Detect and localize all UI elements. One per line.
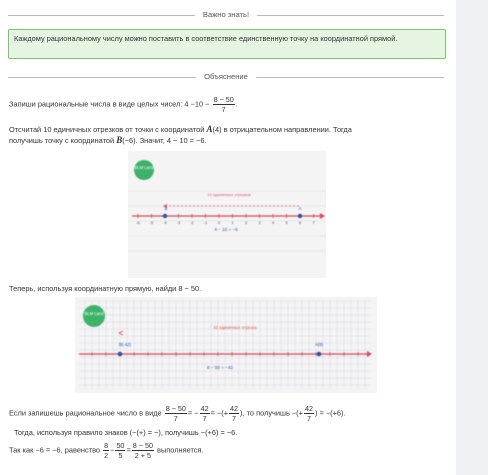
divider-important-label: Важно знать!: [195, 10, 257, 20]
right-side-rail: [456, 0, 488, 475]
tick-label: -6: [136, 221, 140, 225]
image1-equation: 4 − 10 = −6: [214, 227, 238, 232]
divider-important: [8, 10, 444, 20]
image1-label-a: A: [298, 206, 302, 211]
divider-explanation: [8, 72, 444, 82]
fraction: $\frac{8 - 50}{7}$: [213, 95, 234, 114]
tick-label: -3: [176, 221, 181, 225]
tick-label: -2: [190, 221, 194, 225]
important-note-text: Каждому рациональному числу можно поставить в соответствие единственную точку на координатной прямой.: [14, 34, 398, 43]
image1-label-b: B: [164, 206, 168, 211]
step-4: Если запишешь рациональное число в виде $\frac{8 - 50}{7}$ = − $\frac{42}{7}$ = −(+ $\frac{42}{7}$ ), то получишь −(+ $\frac{42}{7}$ ) = −(+6).: [9, 404, 346, 423]
tick-label: -5: [149, 221, 154, 225]
logo-badge: [83, 305, 105, 327]
tick-label: 4: [271, 221, 275, 225]
point-b-dot: [118, 352, 123, 357]
step-3: Теперь, используя координатную прямую, найди 8 − 50.: [9, 284, 202, 293]
tick-label: 0: [217, 221, 221, 225]
number-line-image-2: [75, 297, 377, 393]
image2-label-b: B(-42): [119, 342, 131, 347]
image2-label-a: A(8): [314, 342, 324, 347]
point-b-dot: [163, 214, 167, 218]
point-b-label: B: [116, 135, 123, 145]
tick-label: 1: [231, 221, 234, 225]
divider-explanation-label: Объяснение: [196, 72, 256, 82]
badge-text: 42 единичных отрезка: [213, 325, 257, 330]
tick-label: 6: [298, 221, 302, 225]
badge-text: 10 единичных отрезков: [207, 192, 251, 197]
step-6: Так как −6 = −6, равенство $\frac{8}{2}$ − $\frac{50}{5}$ = $\frac{8 - 50}{2 + 5}$ выполняется.: [9, 441, 204, 460]
step-1-text: Запиши рациональные числа в виде целых чисел: 4 −10 −: [9, 99, 210, 109]
important-note: [8, 29, 446, 59]
point-a-label: A: [206, 124, 213, 134]
tick-label: 5: [285, 221, 288, 225]
logo-badge: [134, 160, 154, 180]
number-line-image-1: [128, 151, 326, 278]
logo-text: BLM Land: [84, 311, 104, 316]
step-1: Запиши рациональные числа в виде целых чисел: 4 −10 − $\frac{8 - 50}{7}$ .: [9, 95, 238, 114]
step-2: Отсчитай 10 единичных отрезков от точки с координатой A(4) в отрицательном направлении. Тогда получишь точку с координатой B(−6). Значит, 4 − 10 = −6.: [9, 124, 352, 145]
axis-arrow: [320, 213, 325, 219]
axis-arrow: [367, 351, 372, 357]
image2-equation: 8 − 50 = −42: [207, 365, 233, 370]
tick-label: -1: [203, 221, 208, 225]
tick-label: 7: [312, 221, 315, 225]
point-a-dot: [298, 214, 302, 218]
logo-text: BLM Land: [134, 165, 154, 170]
tick-label: 2: [244, 221, 248, 225]
tick-label: 3: [258, 221, 261, 225]
step-5: Тогда, используя правило знаков (−(+) = −), получишь −(+6) = −6.: [14, 428, 238, 437]
tick-label: -4: [163, 221, 167, 225]
point-a-dot: [317, 352, 322, 357]
